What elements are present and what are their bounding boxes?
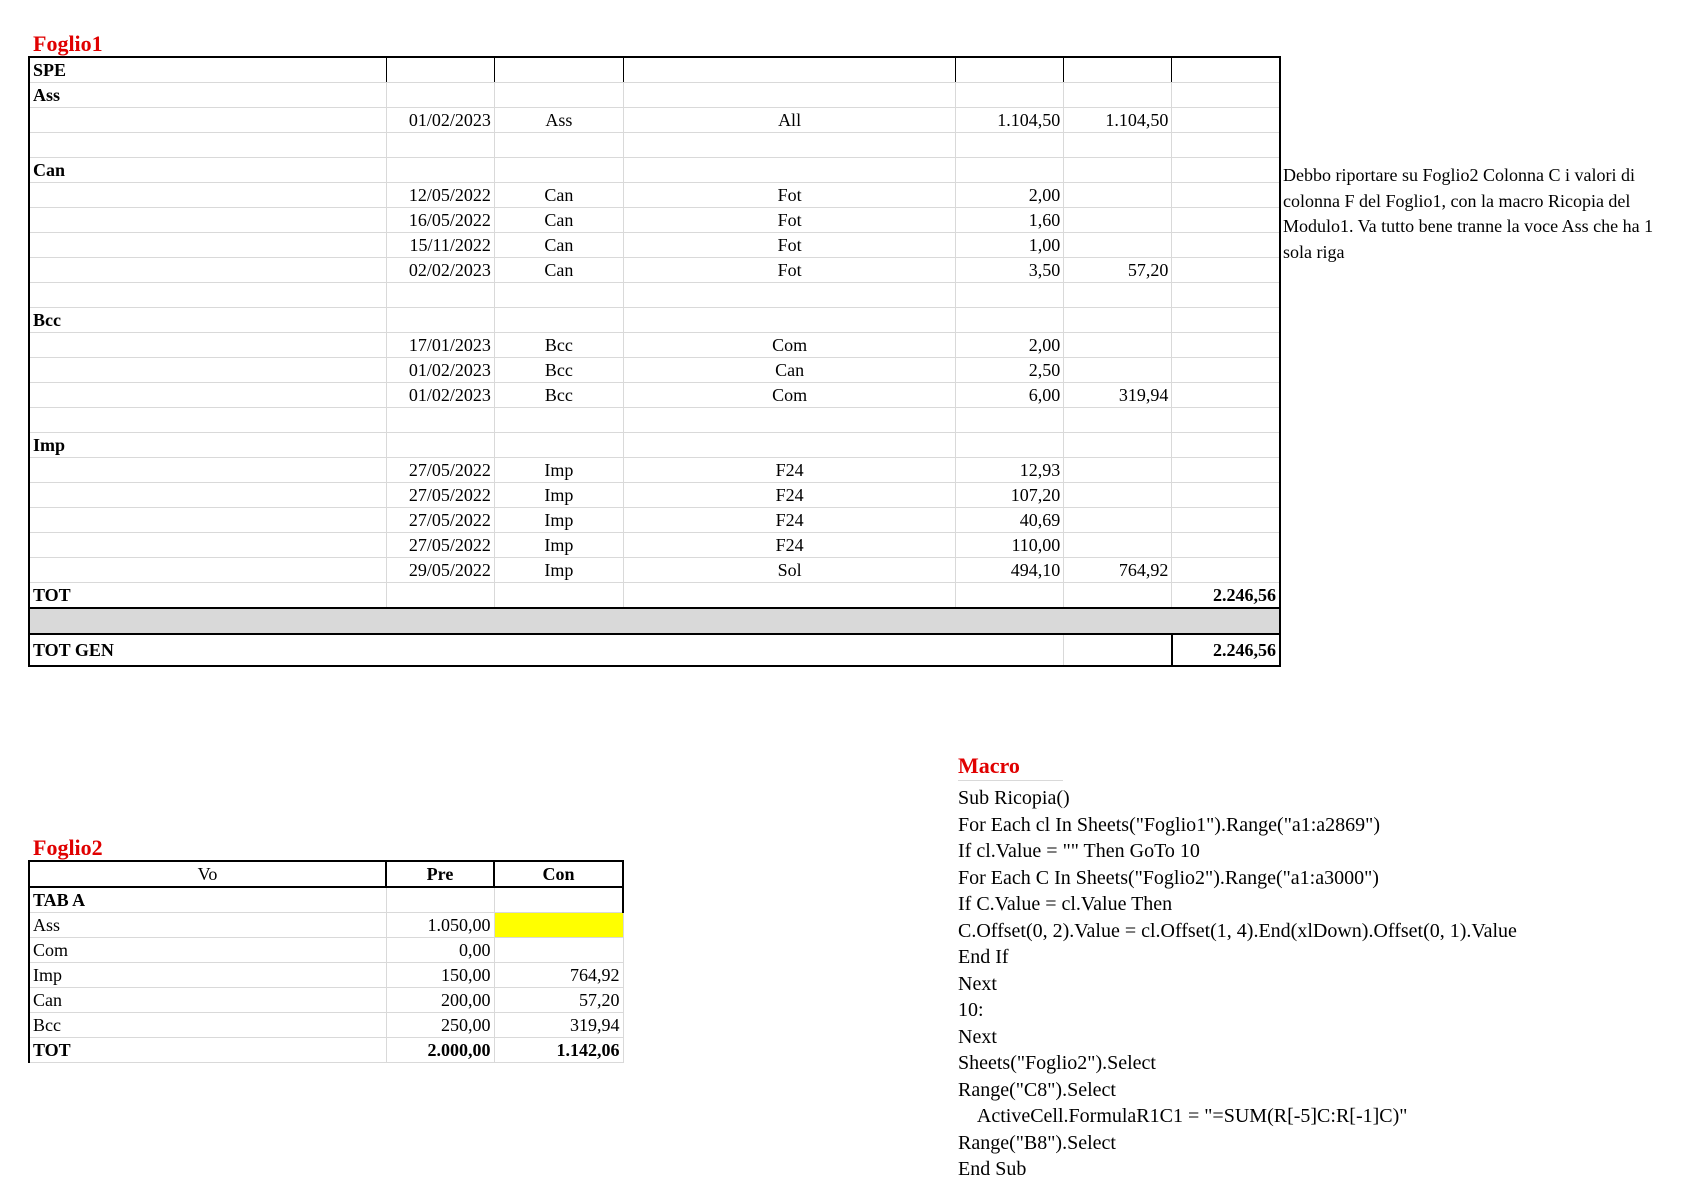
cell-con[interactable]: 764,92 [494,963,623,988]
cell-pre[interactable]: 150,00 [386,963,494,988]
cell-c[interactable]: Bcc [494,333,623,358]
cell-pre[interactable]: 0,00 [386,938,494,963]
cell-d[interactable] [623,433,955,458]
cell-f[interactable] [1064,158,1172,183]
cell-g[interactable] [1172,433,1280,458]
cell-d[interactable] [623,408,955,433]
cell-con[interactable] [494,913,623,938]
cell-g[interactable] [1172,508,1280,533]
table-row [29,508,1280,533]
foglio2-table [28,860,624,1063]
cell-e[interactable] [956,158,1064,183]
table-row [29,308,1280,333]
cell-e[interactable] [956,283,1064,308]
cell-g[interactable] [1172,208,1280,233]
macro-line: Next [958,1025,997,1048]
cell-d[interactable]: F24 [623,458,955,483]
cell-c[interactable] [494,433,623,458]
cell-pre[interactable]: 1.050,00 [386,913,494,938]
separator-row [29,608,1280,634]
foglio2-tot-row [29,1038,623,1063]
cell-d[interactable]: Sol [623,558,955,583]
cell-pre[interactable]: 250,00 [386,1013,494,1038]
macro-title-underline [958,780,1063,781]
cell-f[interactable] [1064,333,1172,358]
macro-line: End Sub [958,1158,1027,1180]
header-row [29,861,623,887]
cell-b[interactable]: 16/05/2022 [386,208,494,233]
macro-code [958,785,1517,1183]
cell-d[interactable]: Fot [623,258,955,283]
table-row [29,57,1280,83]
cell-b[interactable]: 01/02/2023 [386,358,494,383]
cell-label[interactable]: Bcc [29,1013,386,1038]
table-row [29,258,1280,283]
macro-line: If cl.Value = "" Then GoTo 10 [958,840,1200,862]
cell-a[interactable] [29,208,386,233]
cell-e[interactable]: 1,60 [956,208,1064,233]
table-row [29,283,1280,308]
header-vo[interactable]: Vo [29,861,386,887]
cell-g[interactable] [1172,283,1280,308]
cell-c[interactable]: Imp [494,458,623,483]
cell-label[interactable]: Ass [29,913,386,938]
cell-con[interactable] [494,938,623,963]
cell-b[interactable] [386,308,494,333]
totgen-value[interactable]: 2.246,56 [1172,634,1280,666]
cell-d[interactable]: All [623,108,955,133]
cell-a[interactable] [29,558,386,583]
cell-d[interactable] [623,158,955,183]
cell-f[interactable] [1064,308,1172,333]
cell-c[interactable] [494,158,623,183]
cell-b[interactable] [386,57,494,83]
cell-pre[interactable]: 200,00 [386,988,494,1013]
cell-label[interactable]: Com [29,938,386,963]
cell-a[interactable] [29,483,386,508]
cell-c[interactable]: Can [494,258,623,283]
table-row [29,383,1280,408]
macro-line: Range("C8").Select [958,1078,1116,1101]
cell-a[interactable]: Bcc [29,308,386,333]
cell-f[interactable]: 764,92 [1064,558,1172,583]
cell-b[interactable]: 01/02/2023 [386,383,494,408]
cell-e[interactable] [956,433,1064,458]
cell-b[interactable]: 02/02/2023 [386,258,494,283]
cell-c[interactable]: Imp [494,533,623,558]
cell-d[interactable] [623,133,955,158]
cell-f[interactable]: 319,94 [1064,383,1172,408]
cell-a[interactable] [29,458,386,483]
cell-f[interactable] [1064,533,1172,558]
cell-c[interactable] [494,283,623,308]
table-row [29,83,1280,108]
cell-a[interactable] [29,258,386,283]
cell-b[interactable] [386,83,494,108]
cell-f[interactable] [1064,57,1172,83]
table-row [29,108,1280,133]
note-text: Debbo riportare su Foglio2 Colonna C i valori di colonna F del Foglio1, con la macro Ricopia del Modulo1. Va tutto bene tranne la voce Ass che ha 1 sola riga [1283,165,1654,262]
header-pre[interactable]: Pre [386,861,494,887]
cell-g[interactable] [1172,408,1280,433]
cell-b[interactable]: 27/05/2022 [386,533,494,558]
table-row [29,208,1280,233]
cell-f[interactable]: 1.104,50 [1064,108,1172,133]
macro-line: If C.Value = cl.Value Then [958,893,1173,915]
macro-line: Next [958,972,997,995]
cell-con[interactable]: 57,20 [494,988,623,1013]
cell-a[interactable] [29,183,386,208]
cell-g[interactable] [1172,158,1280,183]
cell-a[interactable] [29,133,386,158]
cell-label[interactable]: Imp [29,963,386,988]
table-row [29,458,1280,483]
cell-f[interactable] [1064,483,1172,508]
foglio1-table [28,56,1281,667]
cell-d[interactable]: F24 [623,483,955,508]
cell-c[interactable]: Bcc [494,383,623,408]
cell-g[interactable] [1172,57,1280,83]
cell-a[interactable] [29,533,386,558]
table-row [29,1013,623,1038]
tot-label[interactable]: TOT [29,583,386,609]
cell-c[interactable]: Bcc [494,358,623,383]
cell-d[interactable]: Com [623,383,955,408]
cell-c[interactable]: Can [494,208,623,233]
cell-c[interactable]: Imp [494,558,623,583]
cell-g[interactable] [1172,533,1280,558]
cell-f[interactable]: 57,20 [1064,258,1172,283]
table-row [29,483,1280,508]
cell-e[interactable] [956,83,1064,108]
header-con[interactable]: Con [494,861,623,887]
cell-e[interactable]: 3,50 [956,258,1064,283]
cell-d[interactable]: Com [623,333,955,358]
macro-line: ActiveCell.FormulaR1C1 = "=SUM(R[-5]C:R[-1]C)" [958,1105,1408,1127]
table-row [29,963,623,988]
macro-line: Sheets("Foglio2").Select [958,1052,1156,1074]
macro-line: C.Offset(0, 2).Value = cl.Offset(1, 4).End(xlDown).Offset(0, 1).Value [958,919,1517,942]
cell-b[interactable]: 01/02/2023 [386,108,494,133]
cell-a[interactable]: Imp [29,433,386,458]
cell-f[interactable] [1064,133,1172,158]
cell-g[interactable] [1172,558,1280,583]
cell-e[interactable]: 107,20 [956,483,1064,508]
table-row [29,233,1280,258]
cell-g[interactable] [1172,333,1280,358]
cell-e[interactable]: 2,00 [956,333,1064,358]
table-row [29,433,1280,458]
cell-b[interactable]: 27/05/2022 [386,458,494,483]
macro-line: For Each C In Sheets("Foglio2").Range("a1:a3000") [958,866,1379,889]
cell-a[interactable]: SPE [29,57,386,83]
table-row [29,533,1280,558]
cell-e[interactable]: 2,50 [956,358,1064,383]
cell-b[interactable]: 27/05/2022 [386,508,494,533]
cell-e[interactable] [956,57,1064,83]
cell-label[interactable]: Can [29,988,386,1013]
cell-e[interactable]: 1,00 [956,233,1064,258]
table-row [29,333,1280,358]
cell-c[interactable] [494,83,623,108]
foglio2-tot-pre[interactable]: 2.000,00 [386,1038,494,1063]
cell-g[interactable] [1172,483,1280,508]
cell-g[interactable] [1172,83,1280,108]
foglio2-title: Foglio2 [33,835,103,860]
cell-f[interactable] [1064,283,1172,308]
cell-a[interactable]: Ass [29,83,386,108]
cell-d[interactable] [623,308,955,333]
cell-a[interactable] [29,233,386,258]
cell-c[interactable]: Can [494,233,623,258]
table-row [29,988,623,1013]
cell-c[interactable] [494,308,623,333]
cell-e[interactable]: 2,00 [956,183,1064,208]
cell-e[interactable] [956,308,1064,333]
macro-line: 10: [958,999,984,1021]
cell-c[interactable]: Imp [494,483,623,508]
macro-title: Macro [958,753,1020,778]
cell-d[interactable] [623,83,955,108]
cell-e[interactable] [956,408,1064,433]
table-row [29,938,623,963]
cell-e[interactable]: 1.104,50 [956,108,1064,133]
cell-a[interactable] [29,283,386,308]
cell-b[interactable]: 15/11/2022 [386,233,494,258]
cell-b[interactable] [386,433,494,458]
cell-g[interactable] [1172,358,1280,383]
cell-f[interactable] [1064,208,1172,233]
cell-b[interactable] [386,283,494,308]
macro-line: Sub Ricopia() [958,787,1070,809]
cell-con[interactable]: 319,94 [494,1013,623,1038]
foglio1-title: Foglio1 [33,31,103,56]
cell-d[interactable]: Fot [623,208,955,233]
cell-c[interactable] [494,57,623,83]
macro-line: End If [958,946,1009,968]
cell-d[interactable]: F24 [623,508,955,533]
cell-f[interactable] [1064,408,1172,433]
table-row [29,913,623,938]
cell-f[interactable] [1064,183,1172,208]
table-row [29,558,1280,583]
cell-f[interactable] [1064,508,1172,533]
cell-g[interactable] [1172,108,1280,133]
cell-b[interactable] [386,133,494,158]
table-row [29,133,1280,158]
cell-b[interactable] [386,408,494,433]
cell-a[interactable] [29,383,386,408]
totgen-label[interactable]: TOT GEN [29,634,1064,666]
section-label[interactable]: TAB A [29,887,386,913]
cell-e[interactable]: 6,00 [956,383,1064,408]
foglio2-tot-label[interactable]: TOT [29,1038,386,1063]
cell-c[interactable]: Can [494,183,623,208]
section-row [29,887,623,913]
cell-f[interactable] [1064,83,1172,108]
cell-c[interactable]: Imp [494,508,623,533]
cell-a[interactable] [29,408,386,433]
cell-b[interactable]: 12/05/2022 [386,183,494,208]
cell-e[interactable]: 12,93 [956,458,1064,483]
totgen-row [29,634,1280,666]
macro-line: Range("B8").Select [958,1131,1116,1154]
cell-c[interactable] [494,408,623,433]
cell-d[interactable]: Can [623,358,955,383]
cell-c[interactable] [494,133,623,158]
cell-f[interactable] [1064,358,1172,383]
cell-f[interactable] [1064,458,1172,483]
cell-b[interactable] [386,158,494,183]
cell-g[interactable] [1172,258,1280,283]
cell-d[interactable]: F24 [623,533,955,558]
foglio2-tot-con[interactable]: 1.142,06 [494,1038,623,1063]
cell-g[interactable] [1172,458,1280,483]
macro-line: For Each cl In Sheets("Foglio1").Range("a1:a2869") [958,813,1381,836]
cell-a[interactable] [29,358,386,383]
cell-b[interactable]: 17/01/2023 [386,333,494,358]
tot-row [29,583,1280,609]
cell-d[interactable]: Fot [623,183,955,208]
cell-g[interactable] [1172,133,1280,158]
cell-a[interactable]: Can [29,158,386,183]
cell-d[interactable]: Fot [623,233,955,258]
cell-b[interactable]: 27/05/2022 [386,483,494,508]
cell-e[interactable]: 494,10 [956,558,1064,583]
cell-b[interactable]: 29/05/2022 [386,558,494,583]
cell-g[interactable] [1172,383,1280,408]
table-row [29,358,1280,383]
cell-e[interactable]: 40,69 [956,508,1064,533]
cell-d[interactable] [623,57,955,83]
tot-value[interactable]: 2.246,56 [1172,583,1280,609]
cell-g[interactable] [1172,183,1280,208]
cell-a[interactable] [29,508,386,533]
cell-e[interactable] [956,133,1064,158]
cell-d[interactable] [623,283,955,308]
cell-a[interactable] [29,108,386,133]
cell-c[interactable]: Ass [494,108,623,133]
table-row [29,408,1280,433]
cell-g[interactable] [1172,233,1280,258]
table-row [29,183,1280,208]
table-row [29,158,1280,183]
cell-g[interactable] [1172,308,1280,333]
cell-a[interactable] [29,333,386,358]
cell-f[interactable] [1064,433,1172,458]
cell-f[interactable] [1064,233,1172,258]
cell-e[interactable]: 110,00 [956,533,1064,558]
